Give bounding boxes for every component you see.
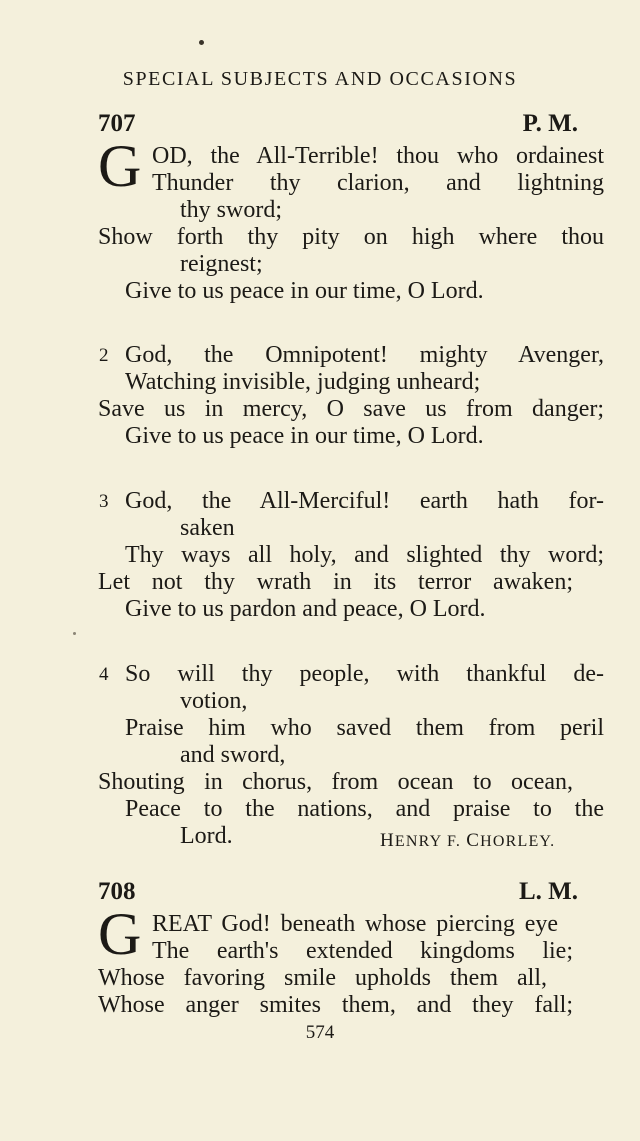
verse-line: Whose favoring smile upholds them all, [98, 965, 547, 991]
verse-line: So will thy people, with thankful de- [125, 661, 604, 687]
hymn-meter: L. M. [518, 878, 578, 905]
verse-line: REAT God! beneath whose piercing eye [152, 911, 558, 937]
verse-line: Praise him who saved them from peril [125, 715, 604, 741]
stanza-number: 3 [99, 491, 109, 512]
verse-line: OD, the All-Terrible! thou who ordainest [152, 143, 604, 169]
print-speck [199, 40, 204, 45]
running-header: SPECIAL SUBJECTS AND OCCASIONS [122, 68, 518, 90]
verse-line: Let not thy wrath in its terror awaken; [98, 569, 573, 595]
drop-cap: G [98, 901, 142, 967]
verse-line: Thy ways all holy, and slighted thy word; [125, 542, 604, 568]
verse-line: Thunder thy clarion, and lightning [152, 170, 604, 196]
verse-line: God, the All-Merciful! earth hath for- [125, 488, 604, 514]
verse-line: Give to us peace in our time, O Lord. [125, 278, 484, 304]
verse-line: Give to us peace in our time, O Lord. [125, 423, 484, 449]
print-speck [73, 632, 76, 635]
verse-line: Lord. [180, 823, 233, 849]
hymn-number: 708 [98, 878, 136, 905]
verse-line: Peace to the nations, and praise to the [125, 796, 604, 822]
drop-cap: G [98, 133, 142, 199]
verse-line: Save us in mercy, O save us from danger; [98, 396, 604, 422]
stanza-number: 4 [99, 664, 109, 685]
verse-line: and sword, [180, 742, 286, 768]
stanza-number: 2 [99, 345, 109, 366]
verse-line: God, the Omnipotent! mighty Avenger, [125, 342, 604, 368]
verse-line: reignest; [180, 251, 263, 277]
verse-line: saken [180, 515, 235, 541]
verse-line: votion, [180, 688, 248, 714]
verse-line: Watching invisible, judging unheard; [125, 369, 481, 395]
hymn-meter: P. M. [522, 110, 578, 137]
verse-line: Give to us pardon and peace, O Lord. [125, 596, 486, 622]
verse-line: Show forth thy pity on high where thou [98, 224, 604, 250]
page-number: 574 [305, 1022, 335, 1043]
verse-line: thy sword; [180, 197, 282, 223]
verse-line: Shouting in chorus, from ocean to ocean, [98, 769, 573, 795]
hymn-number: 707 [98, 110, 136, 137]
hymn-author: HENRY F. CHORLEY. [380, 830, 556, 851]
verse-line: Whose anger smites them, and they fall; [98, 992, 573, 1018]
verse-line: The earth's extended kingdoms lie; [152, 938, 573, 964]
